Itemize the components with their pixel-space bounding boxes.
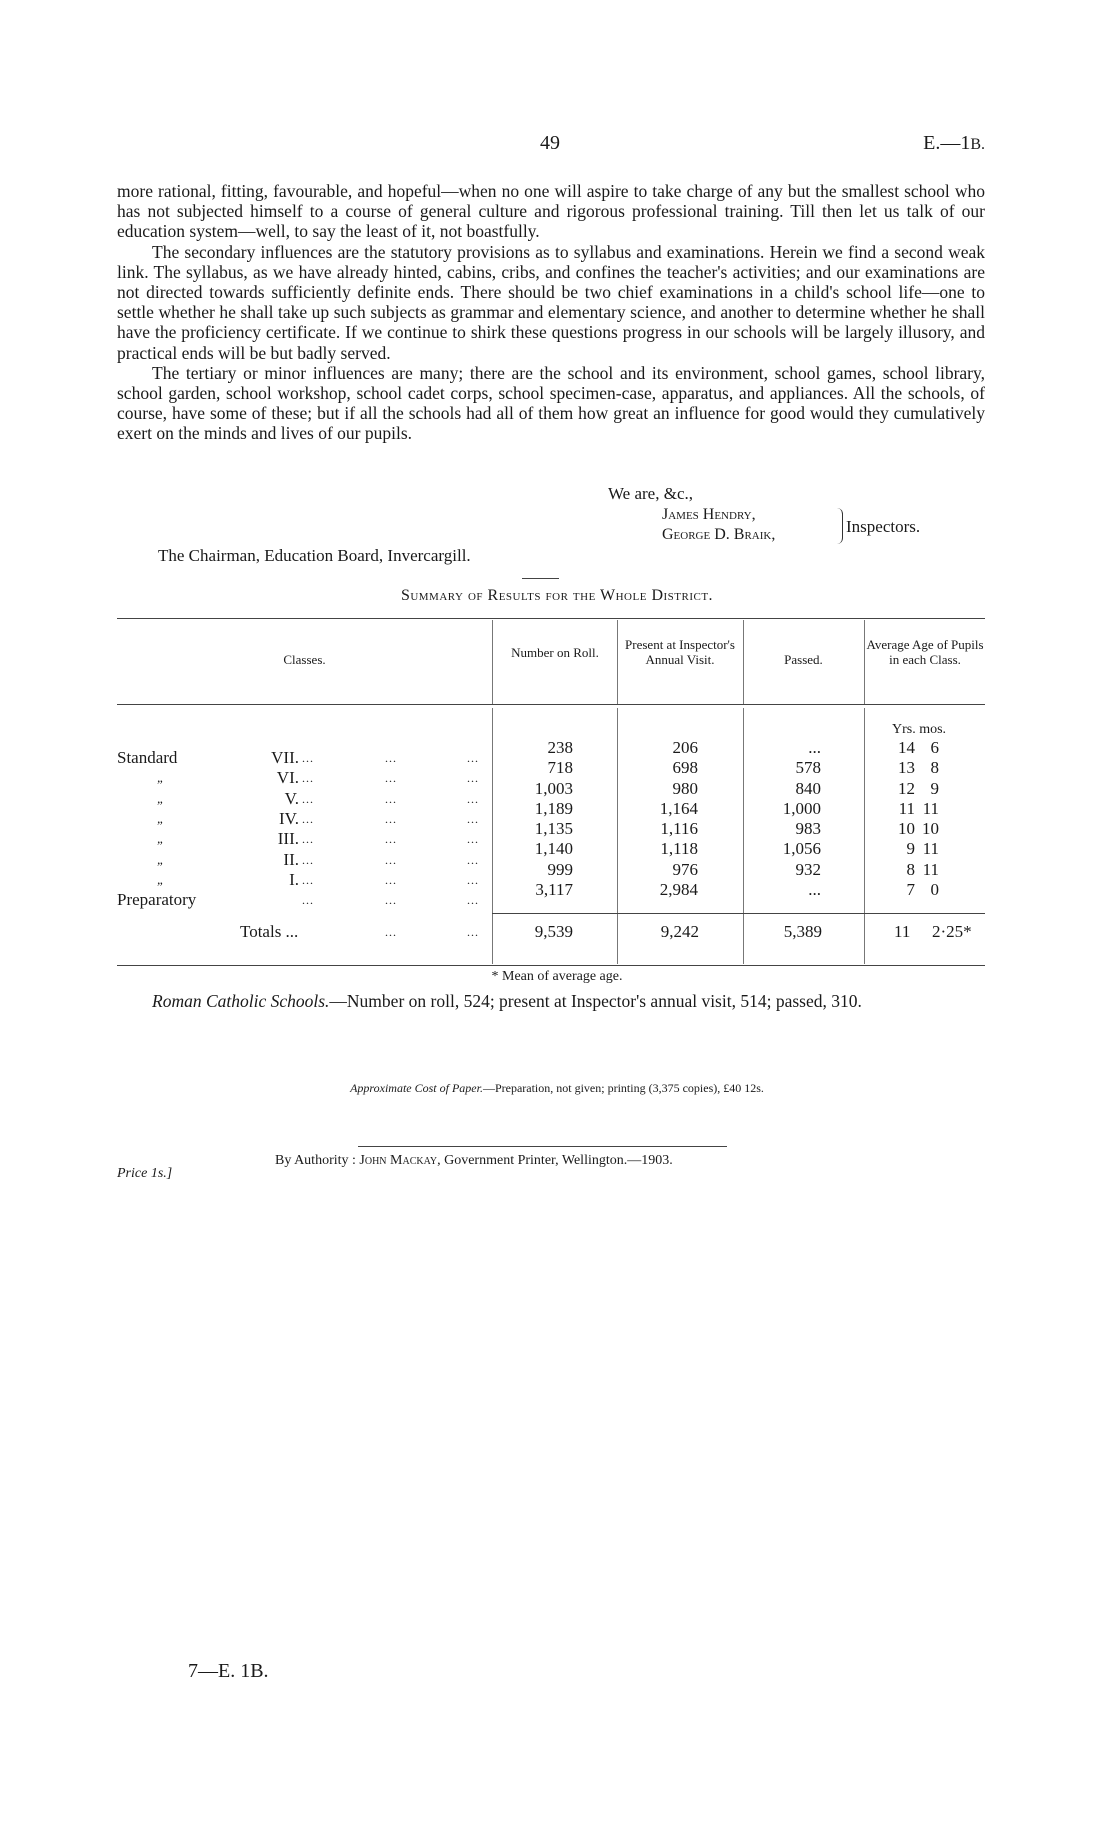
report-body [117,181,985,444]
class-name: VII. [271,748,299,768]
passed-cell: ... [808,880,821,900]
paragraph-tertiary-influences: The tertiary or minor influences are many; there are the school and its environment, school games, school library, school garden, school workshop, school cadet corps, school specimen-case, apparatus, and appliances. All the schools, of course, have some of these; but if all the schools had all of them how great an influence for good would they cumulatively exert on the minds and lives of our pupils. [117,362,985,444]
leader-dots: ... [302,812,314,827]
age-years: 9 [906,839,915,859]
summary-table [117,738,984,910]
class-prefix: Preparatory [117,890,197,910]
age-cell [863,799,984,819]
leader-dots: ... [302,832,314,847]
imprint-suffix: , Government Printer, Wellington.—1903. [437,1153,673,1168]
totals-age-months: 2·25* [932,922,972,941]
present-cell: 1,116 [660,819,698,839]
present-cell: 1,118 [660,839,698,859]
class-name: II. [283,849,299,869]
totals-row [117,921,985,943]
leader-dots: ... [302,751,314,766]
passed-cell: 983 [795,819,821,839]
table-title: Summary of Results for the Whole District. [400,587,714,604]
age-cell [863,758,984,778]
col-divider [864,620,865,704]
leader-dots: ... [385,925,397,939]
present-cell: 2,984 [659,880,698,900]
table-top-rule [117,618,985,619]
reference-prefix: E.—1 [923,132,971,154]
class-name: V. [284,788,299,808]
age-cell [863,819,984,839]
class-name: III. [277,829,299,849]
age-years: 7 [906,880,915,900]
imprint [275,1153,673,1169]
short-divider [522,578,559,579]
roman-catholic-text: —Number on roll, 524; present at Inspector's annual visit, 514; passed, 310. [329,991,862,1011]
present-cell: 206 [672,738,698,757]
present-cell: 976 [672,859,698,879]
page-number: 49 [540,132,560,154]
leader-dots: ... [467,832,479,847]
imprint-rule [358,1146,727,1147]
roll-cell: 1,140 [534,839,573,859]
table-row [117,779,984,799]
brace [836,508,843,544]
passed-cell: 840 [795,778,821,798]
roll-cell: 718 [547,758,573,778]
col-divider [492,620,493,704]
table-row [117,860,984,880]
leader-dots: ... [385,893,397,908]
col-divider [617,620,618,704]
ditto-mark: „ [157,811,165,827]
signatory-braik: George D. Braik, [662,526,776,543]
roll-cell: 238 [547,738,573,757]
totals-age-years: 11 [894,922,911,941]
cost-note [0,1081,1114,1096]
leader-dots: ... [385,852,397,867]
present-cell: 1,164 [659,798,698,818]
passed-cell: 578 [795,758,821,778]
reference-suffix: B. [970,136,985,153]
age-years: 11 [898,798,915,818]
age-years: 12 [898,778,915,798]
paragraph-continued: more rational, fitting, favourable, and hopeful—when no one will aspire to take charge of any but the smallest school who has not subjected himself to a course of general culture and rigorous professional training. Till then let us talk of our education system—well, to say the least of it, not boastfully. [117,181,985,242]
passed-cell: 1,056 [782,839,821,859]
class-name: IV. [279,809,299,829]
age-months: 11 [922,839,939,859]
leader-dots: ... [302,872,314,887]
leader-dots: ... [467,791,479,806]
header-present: Present at Inspector's Annual Visit. [625,637,735,667]
ditto-mark: „ [157,790,165,806]
roman-catholic-note [117,991,985,1011]
leader-dots: ... [467,812,479,827]
addressee: The Chairman, Education Board, Invercargill. [158,546,471,565]
age-years: 10 [898,819,915,839]
header-passed: Passed. [784,652,823,667]
leader-dots: ... [467,893,479,908]
leader-dots: ... [302,852,314,867]
ditto-mark: „ [157,851,165,867]
class-prefix: Standard [117,748,178,768]
table-row [117,758,984,778]
leader-dots: ... [467,872,479,887]
closing: We are, &c., [608,484,693,503]
roll-cell: 1,003 [534,778,573,798]
age-months: 0 [930,880,939,900]
imprint-printer: John Mackay [359,1153,438,1168]
age-months: 11 [922,859,939,879]
totals-roll: 9,539 [534,922,573,941]
table-row [117,819,984,839]
leader-dots: ... [385,751,397,766]
table-row [117,738,984,758]
totals-passed: 5,389 [783,922,822,941]
ditto-mark: „ [157,871,165,887]
leader-dots: ... [385,771,397,786]
leader-dots: ... [467,771,479,786]
leader-dots: ... [467,925,479,939]
header-classes: Classes. [283,652,326,667]
leader-dots: ... [467,852,479,867]
signature-mark: 7—E. 1B. [188,1660,269,1682]
age-cell [863,860,984,880]
leader-dots: ... [302,791,314,806]
class-name: VI. [276,768,299,788]
age-months: 9 [930,778,939,798]
age-cell [863,839,984,859]
passed-cell: 932 [795,859,821,879]
header-bottom-rule [117,704,985,705]
roll-cell: 1,135 [534,819,573,839]
leader-dots: ... [302,893,314,908]
age-cell [863,779,984,799]
age-units: Yrs. mos. [892,722,947,737]
cost-label: Approximate Cost of Paper. [350,1081,483,1095]
signatory-hendry: James Hendry, [662,506,756,523]
table-row [117,880,984,900]
age-years: 13 [898,758,915,778]
paragraph-secondary-influences: The secondary influences are the statutory provisions as to syllabus and examinations. Herein we find a second weak link. The syllabus, as we have already hinted, cabins, cribs, and confines the teacher's activities; and our examinations are not directed towards sufficiently definite ends. There should be two chief examinations in a child's school life—one to settle whether he shall take up such subjects as grammar and elementary science, and another to determine whether he shall have the proficiency certificate. If we continue to shirk these questions progress in our schools will be largely illusory, and practical ends will be but badly served. [117,241,985,363]
roll-cell: 1,189 [534,798,573,818]
ditto-mark: „ [157,831,165,847]
totals-label: Totals ... [240,922,299,941]
leader-dots: ... [467,751,479,766]
age-years: 14 [898,738,915,757]
age-cell [863,738,984,758]
leader-dots: ... [385,791,397,806]
age-months: 6 [930,738,939,757]
leader-dots: ... [385,872,397,887]
leader-dots: ... [302,771,314,786]
passed-cell: 1,000 [782,798,821,818]
present-cell: 698 [672,758,698,778]
totals-rule [492,913,985,914]
price: Price 1s.] [117,1166,173,1181]
table-footnote: * Mean of average age. [491,969,623,984]
cost-text: —Preparation, not given; printing (3,375 copies), £40 12s. [482,1081,764,1095]
table-row [117,839,984,859]
age-cell [863,880,984,900]
document-reference [923,132,985,155]
header-roll: Number on Roll. [511,645,599,660]
leader-dots: ... [385,812,397,827]
ditto-mark: „ [157,770,165,786]
age-months: 8 [930,758,939,778]
totals-present: 9,242 [660,922,699,941]
imprint-prefix: By Authority : [275,1153,360,1168]
leader-dots: ... [385,832,397,847]
signatory-role: Inspectors. [846,517,921,536]
roman-catholic-label: Roman Catholic Schools. [152,991,330,1011]
passed-cell: ... [808,738,821,757]
class-name: I. [289,869,299,889]
table-bottom-rule [117,965,985,966]
table-row [117,799,984,819]
age-months: 11 [922,798,939,818]
roll-cell: 999 [547,859,573,879]
age-months: 10 [922,819,939,839]
age-years: 8 [906,859,915,879]
roll-cell: 3,117 [535,880,573,900]
header-average-age: Average Age of Pupils in each Class. [866,637,984,667]
present-cell: 980 [672,778,698,798]
